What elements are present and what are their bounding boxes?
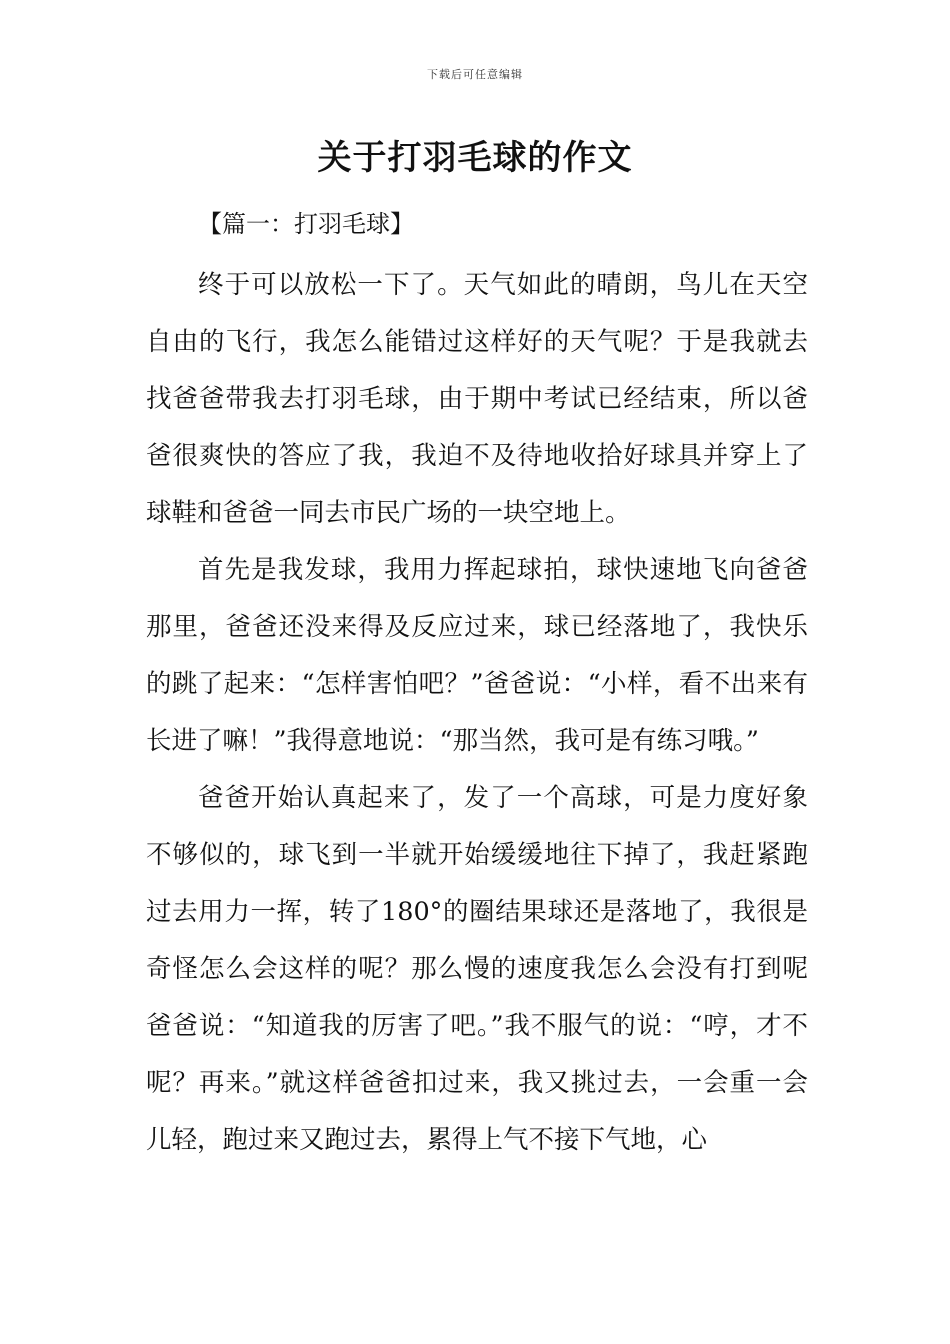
section-heading: 【篇一：打羽毛球】 bbox=[198, 210, 414, 238]
document-body bbox=[146, 200, 808, 1169]
paragraph-1: 终于可以放松一下了。天气如此的晴朗，鸟儿在天空自由的飞行，我怎么能错过这样好的天气呢？于是我就去找爸爸带我去打羽毛球，由于期中考试已经结束，所以爸爸很爽快的答应了我，我迫不及待地收拾好球具并穿上了球鞋和爸爸一同去市民广场的一块空地上。 bbox=[146, 270, 808, 528]
paragraph-2: 首先是我发球，我用力挥起球拍，球快速地飞向爸爸那里，爸爸还没来得及反应过来，球已经落地了，我快乐的跳了起来：“怎样害怕吧？”爸爸说：“小样，看不出来有长进了嘛！”我得意地说：“那当然，我可是有练习哦。” bbox=[146, 555, 808, 756]
document-title: 关于打羽毛球的作文 bbox=[317, 138, 633, 178]
page-header-note: 下载后可任意编辑 bbox=[427, 68, 523, 81]
paragraph-3: 爸爸开始认真起来了，发了一个高球，可是力度好象不够似的，球飞到一半就开始缓缓地往下掉了，我赶紧跑过去用力一挥，转了180°的圈结果球还是落地了，我很是奇怪怎么会这样的呢？那么慢的速度我怎么会没有打到呢爸爸说：“知道我的厉害了吧。”我不服气的说：“哼，才不呢？再来。”就这样爸爸扣过来，我又挑过去，一会重一会儿轻，跑过来又跑过去，累得上气不接下气地，心 bbox=[146, 783, 808, 1155]
